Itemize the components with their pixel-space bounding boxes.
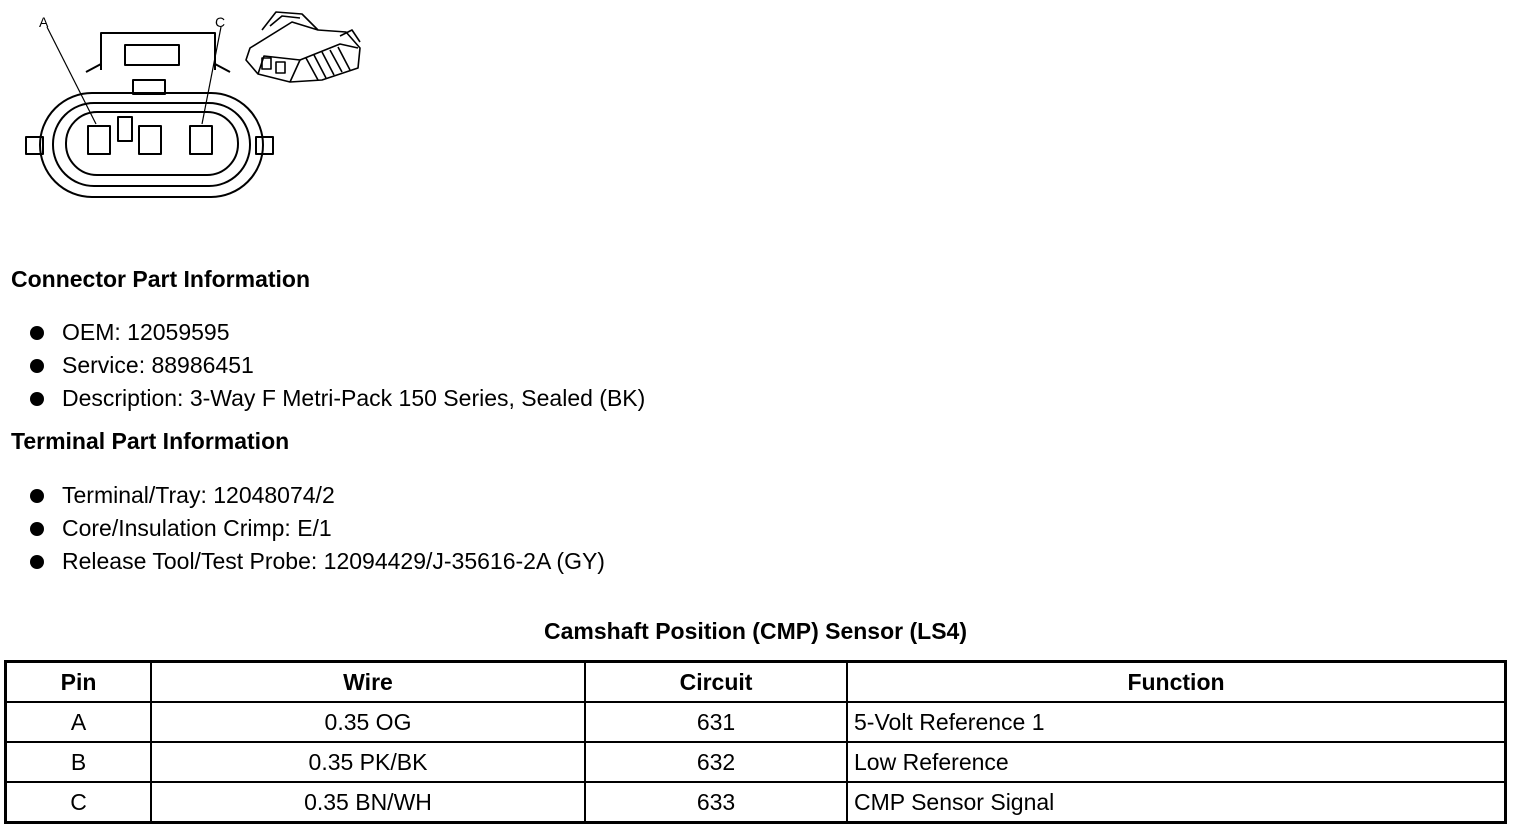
connector-iso-view [246,12,360,82]
cell-wire: 0.35 PK/BK [151,742,585,782]
connector-diagram [0,0,380,210]
bullet-icon [30,522,44,536]
list-item [26,479,605,512]
cell-function: CMP Sensor Signal [847,782,1506,823]
list-item [26,349,645,382]
cell-wire: 0.35 BN/WH [151,782,585,823]
callout-c: C [215,14,226,30]
bullet-icon [30,392,44,406]
cell-circuit: 632 [585,742,847,782]
table-row [6,742,1506,782]
core-insulation-crimp: Core/Insulation Crimp: E/1 [62,515,332,541]
cell-function: Low Reference [847,742,1506,782]
header-wire: Wire [151,662,585,703]
cell-pin: B [6,742,152,782]
table-header-row [6,662,1506,703]
bullet-icon [30,359,44,373]
connector-part-heading: Connector Part Information [11,266,311,292]
connector-tab-right [256,137,273,154]
list-item [26,316,645,349]
connector-part-list [26,316,645,415]
cavity-a [88,126,110,154]
release-tool: Release Tool/Test Probe: 12094429/J-35616-2A (GY) [62,548,605,574]
list-item [26,545,605,578]
table-title: Camshaft Position (CMP) Sensor (LS4) [544,618,967,644]
list-item [26,512,605,545]
oem-part-number: OEM: 12059595 [62,319,230,345]
table-row [6,702,1506,742]
table-row [6,782,1506,823]
header-circuit: Circuit [585,662,847,703]
service-part-number: Service: 88986451 [62,352,254,378]
terminal-part-heading: Terminal Part Information [11,428,290,454]
cell-circuit: 633 [585,782,847,823]
bullet-icon [30,555,44,569]
polarization-key [118,117,132,141]
cavity-b [139,126,161,154]
cavity-c [190,126,212,154]
cell-function: 5-Volt Reference 1 [847,702,1506,742]
connector-description: Description: 3-Way F Metri-Pack 150 Series, Sealed (BK) [62,385,646,411]
cell-wire: 0.35 OG [151,702,585,742]
callout-a: A [39,14,49,30]
header-function: Function [847,662,1506,703]
terminal-tray: Terminal/Tray: 12048074/2 [62,482,335,508]
terminal-part-list [26,479,605,578]
bullet-icon [30,326,44,340]
cell-pin: A [6,702,152,742]
list-item [26,382,645,415]
bullet-icon [30,489,44,503]
cell-circuit: 631 [585,702,847,742]
pinout-table [4,660,1507,824]
cell-pin: C [6,782,152,823]
header-pin: Pin [6,662,152,703]
